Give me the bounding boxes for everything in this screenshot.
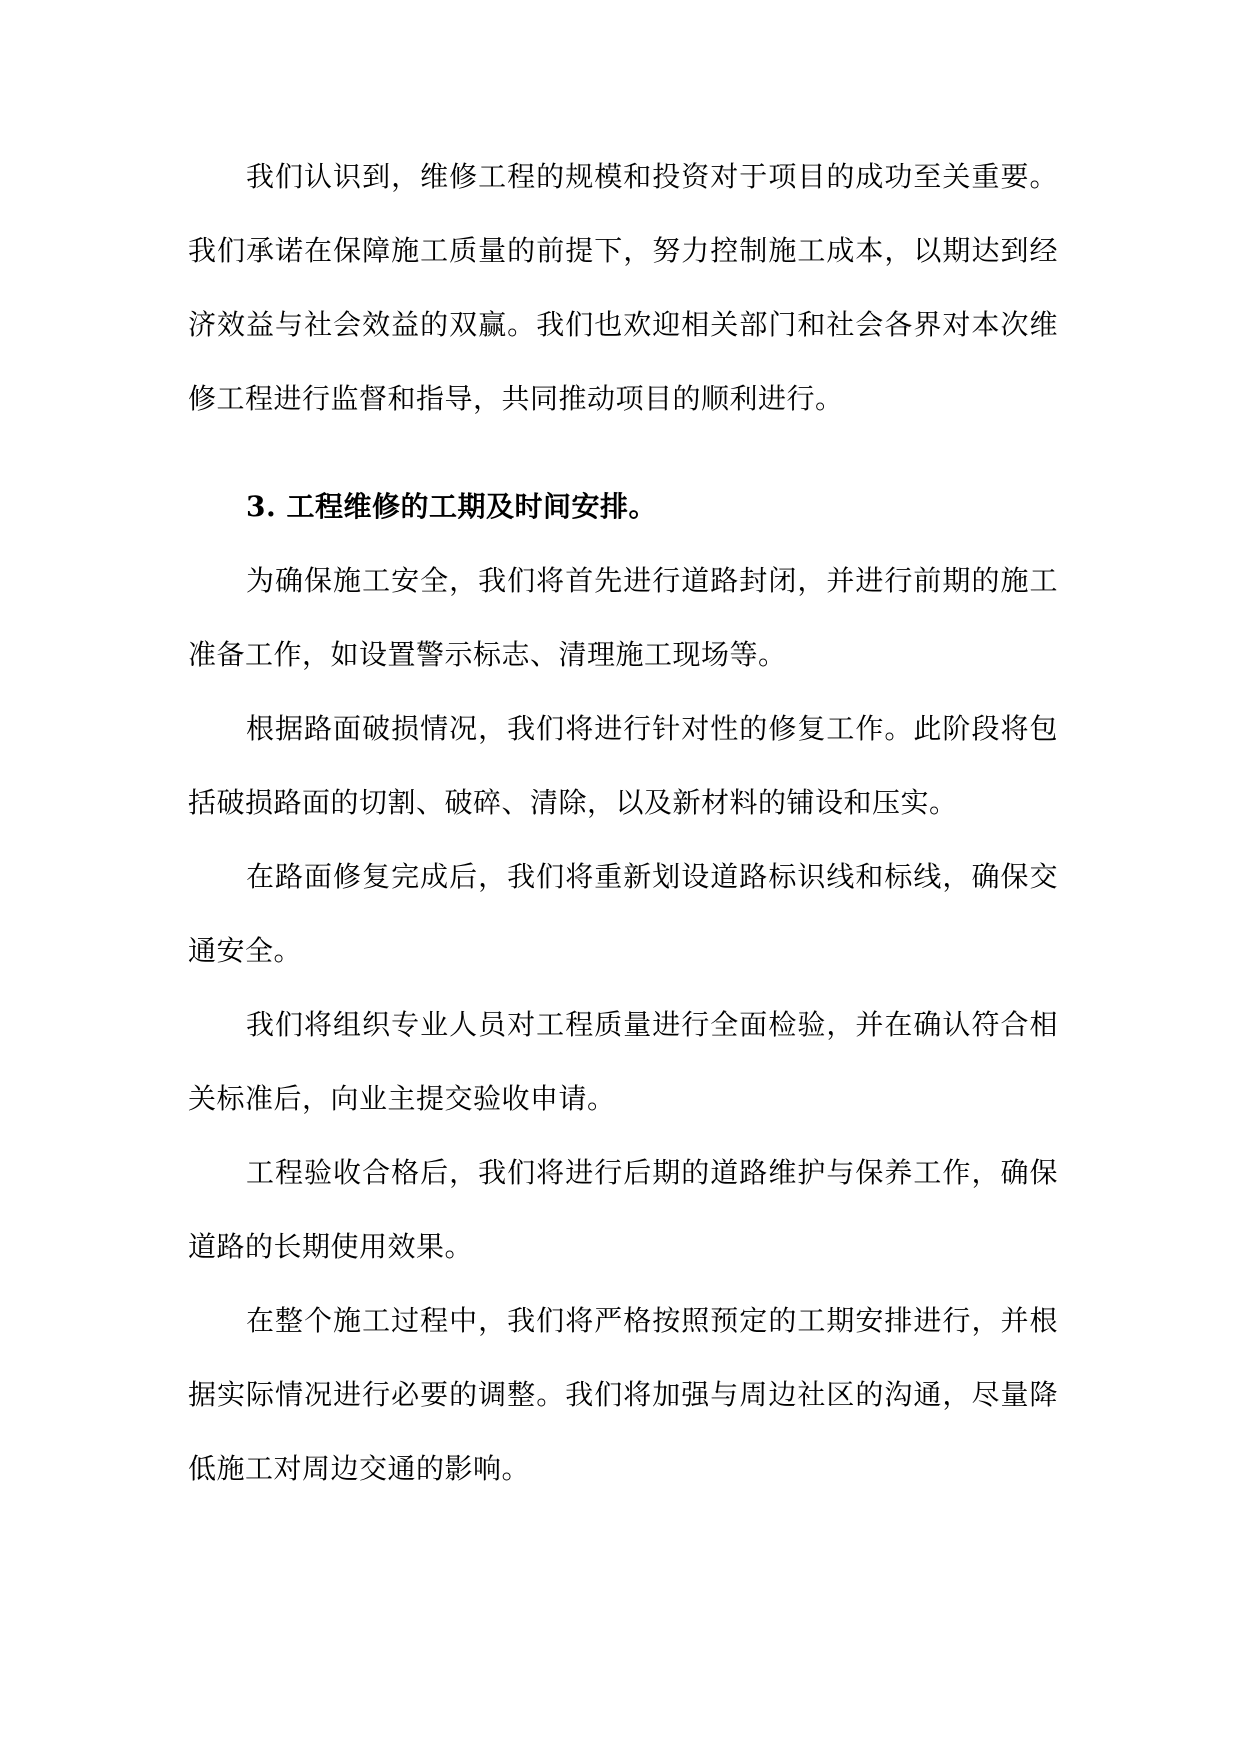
section-heading-schedule: 3. 工程维修的工期及时间安排。	[246, 490, 657, 523]
paragraph-maintenance: 工程验收合格后，我们将进行后期的道路维护与保养工作，确保道路的长期使用效果。	[188, 1156, 1058, 1263]
paragraph-schedule-adjustment: 在整个施工过程中，我们将严格按照预定的工期安排进行，并根据实际情况进行必要的调整。我们将加强与周边社区的沟通，尽量降低施工对周边交通的影响。	[188, 1304, 1058, 1485]
document-body	[188, 140, 1058, 1506]
paragraph-repair-work: 根据路面破损情况，我们将进行针对性的修复工作。此阶段将包括破损路面的切割、破碎、清除，以及新材料的铺设和压实。	[188, 712, 1058, 819]
paragraph-quality-inspection: 我们将组织专业人员对工程质量进行全面检验，并在确认符合相关标准后，向业主提交验收申请。	[188, 1008, 1058, 1115]
paragraph-road-closure: 为确保施工安全，我们将首先进行道路封闭，并进行前期的施工准备工作，如设置警示标志、清理施工现场等。	[188, 564, 1058, 671]
paragraph-investment-commitment: 我们认识到，维修工程的规模和投资对于项目的成功至关重要。我们承诺在保障施工质量的前提下，努力控制施工成本，以期达到经济效益与社会效益的双赢。我们也欢迎相关部门和社会各界对本次维修工程进行监督和指导，共同推动项目的顺利进行。	[188, 160, 1058, 415]
paragraph-road-marking: 在路面修复完成后，我们将重新划设道路标识线和标线，确保交通安全。	[188, 860, 1058, 967]
